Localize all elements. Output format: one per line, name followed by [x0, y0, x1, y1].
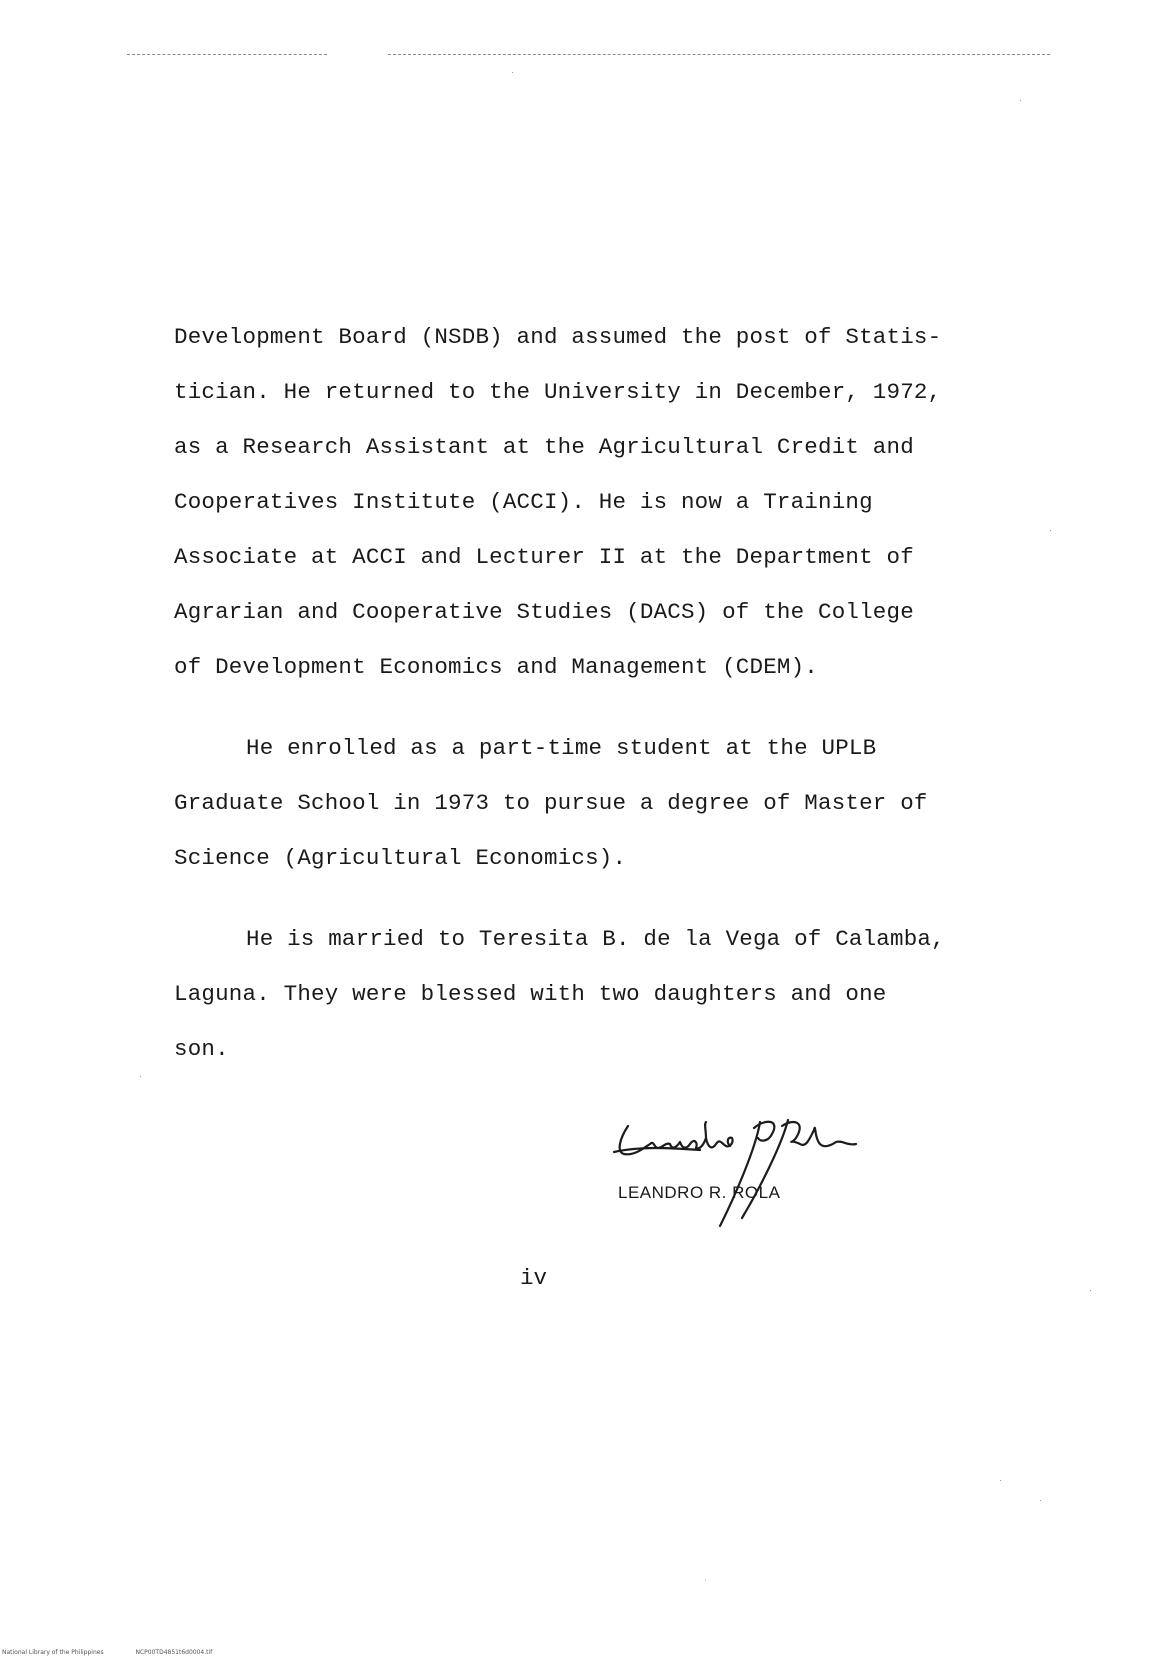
paragraph-gap — [174, 886, 1004, 912]
paragraph-gap — [174, 695, 1004, 721]
text-line: He enrolled as a part-time student at the UPLB — [246, 735, 877, 761]
scan-speck — [1050, 530, 1051, 531]
scan-speck — [512, 72, 513, 73]
document-body — [174, 310, 1004, 1077]
text-line: Agrarian and Cooperative Studies (DACS) of the College — [174, 599, 914, 625]
page-number: iv — [520, 1265, 548, 1291]
top-scan-rule-right — [388, 54, 1050, 55]
paragraph — [174, 310, 1004, 695]
text-line: Laguna. They were blessed with two daughters and one — [174, 981, 887, 1007]
text-line: son. — [174, 1036, 229, 1062]
scan-speck — [1090, 1290, 1091, 1291]
paragraph — [174, 721, 1004, 886]
signature-block — [610, 1120, 890, 1240]
signature-name: LEANDRO R. ROLA — [618, 1183, 781, 1202]
footer-library: National Library of the Philippines — [2, 1649, 104, 1656]
handwritten-signature — [610, 1108, 890, 1238]
top-scan-rule-left — [127, 54, 327, 55]
scan-speck — [1020, 100, 1021, 101]
scan-speck — [1040, 1500, 1041, 1501]
text-line: Graduate School in 1973 to pursue a degree of Master of — [174, 790, 928, 816]
text-line: of Development Economics and Management (CDEM). — [174, 654, 819, 680]
text-line: Science (Agricultural Economics). — [174, 845, 627, 871]
text-line: He is married to Teresita B. de la Vega of Calamba, — [246, 926, 945, 952]
text-line: tician. He returned to the University in December, 1972, — [174, 379, 942, 405]
scan-speck — [140, 1076, 141, 1077]
scan-speck — [705, 1580, 706, 1581]
text-line: Development Board (NSDB) and assumed the post of Statis- — [174, 324, 942, 350]
scan-speck — [1000, 1480, 1001, 1481]
scan-footer — [2, 1649, 242, 1656]
text-line: as a Research Assistant at the Agricultural Credit and — [174, 434, 914, 460]
text-line: Cooperatives Institute (ACCI). He is now a Training — [174, 489, 873, 515]
text-line: Associate at ACCI and Lecturer II at the Department of — [174, 544, 914, 570]
paragraph — [174, 912, 1004, 1077]
footer-file: NCP00TD4851t6d0004.tif — [135, 1649, 213, 1656]
